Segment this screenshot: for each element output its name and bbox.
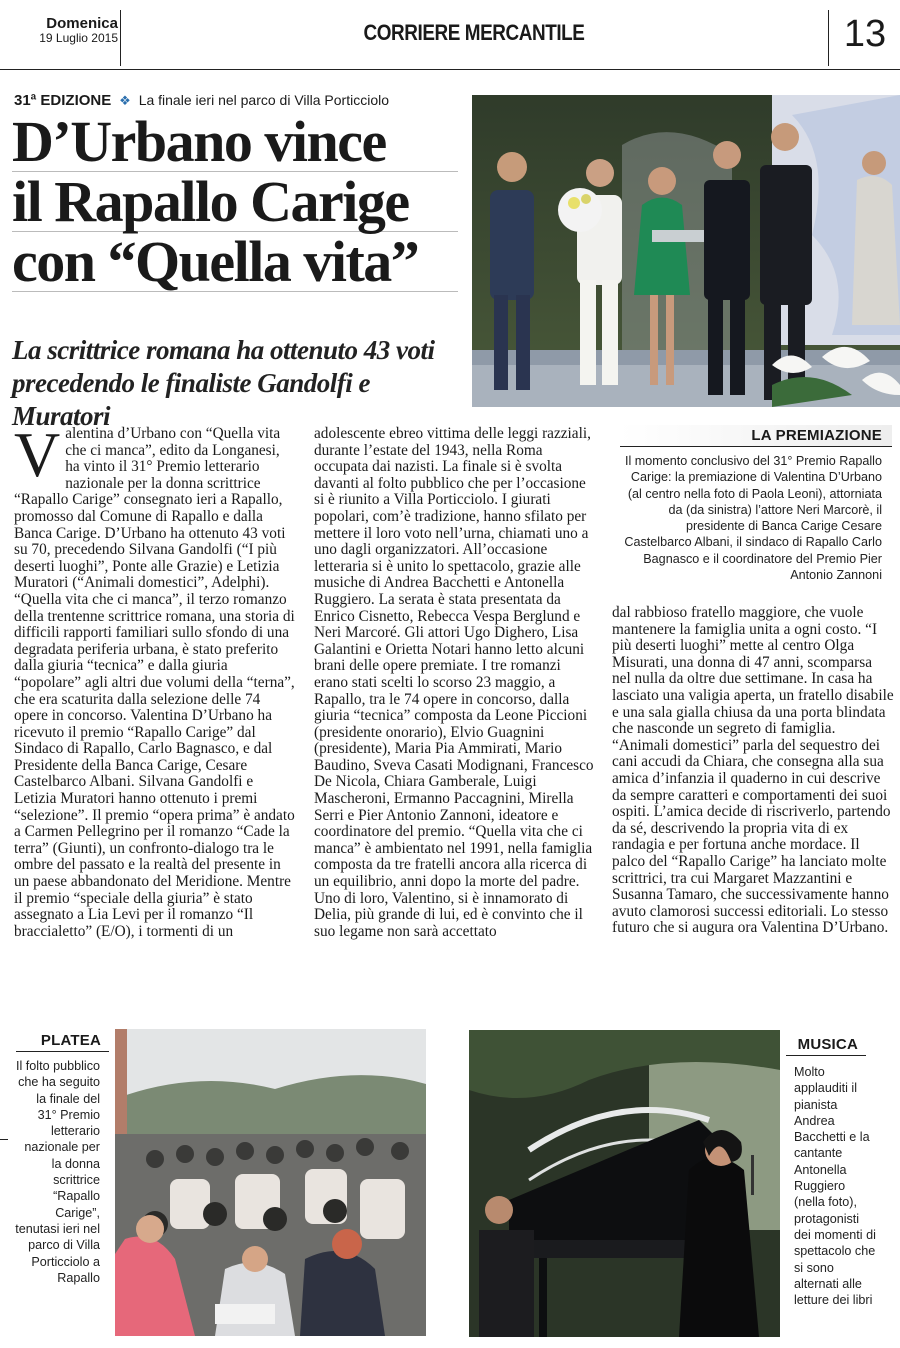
award-ceremony-photo [472, 95, 900, 407]
masthead-divider-right [828, 10, 829, 66]
issue-day: Domenica [46, 15, 118, 32]
diamond-bullet-icon: ❖ [119, 93, 131, 108]
concert-photo [469, 1030, 780, 1337]
page-number: 13 [843, 13, 887, 55]
issue-date [8, 16, 118, 44]
musica-caption: Molto applauditi il pianista Andrea Bacchetti e la cantante Antonella Ruggiero (nella foto), protagonisti dei momenti di spettacolo che si sono alternati alle letture dei libri [794, 1065, 876, 1308]
headline-line: D’Urbano vince [12, 112, 458, 172]
kicker-text: La finale ieri nel parco di Villa Porticciolo [138, 92, 390, 108]
headline [12, 109, 458, 294]
premiazione-label: LA PREMIAZIONE [620, 425, 892, 447]
masthead [0, 0, 900, 70]
kicker-edition: 31ª EDIZIONE [14, 92, 112, 109]
kicker [14, 92, 464, 109]
issue-full-date: 19 Luglio 2015 [39, 30, 118, 45]
margin-tick [0, 1139, 8, 1140]
article-column-2: adolescente ebreo vittima delle leggi razziali, durante l’estate del 1943, nella Roma occupata dai nazisti. La finale si è svolta davanti al folto pubblico che per l’occasione si è riunito a Villa Porticciolo. I giurati popolari, com’è tradizione, hanno sfilato per mettere il loro voto nell’urna, chiamati uno a uno dagli organizzatori. All’occasione letteraria si è unito lo spettacolo, grazie alle musiche di Andrea Bacchetti e Antonella Ruggiero. La serata è stata presentata da Enrico Cisnetto, Rebecca Vespa Berglund e Neri Marcoré. Gli attori Ugo Dighero, Lisa Galantini e Orietta Notari hanno letto alcuni brani delle opere premiate. I tre romanzi erano stati scelti lo scorso 23 maggio, a Rapallo, tra le 74 opere in concorso, dalla giuria “tecnica” composta da Leone Piccioni (presidente onorario), Elvio Guagnini (presidente), Maria Pia Ammirati, Mario Baudino, Sveva Casati Modignani, Francesco De Nicola, Chiara Gamberale, Luigi Mascheroni, Ermanno Paccagnini, Mirella Serri e Pier Antonio Zannoni, ideatore e coordinatore del premio. “Quella vita che ci manca” è ambientato nel 1991, nella famiglia composta da tre fratelli ancora alla ricerca di un equilibrio, anni dopo la morte del padre. Uno di loro, Valentino, si è innamorato di Delia, più grande di lui, ed è convinto che il suo legame non sarà accettato [314, 426, 594, 940]
subheadline: La scrittrice romana ha ottenuto 43 voti precedendo le finaliste Gandolfi e Muratori [12, 335, 435, 431]
article-column-1 [14, 426, 296, 1021]
article-text: alentina d’Urbano con “Quella vita che ci manca”, edito da Longanesi, ha vinto il 31° Premio letterario nazionale per la donna scrittrice “Rapallo Carige” consegnato ieri a Rapallo, promosso dal Comune di Rapallo e dalla Banca Carige. D’Urbano ha ottenuto 43 voti su 70, precedendo Silvana Gandolfi (“I più deserti luoghi”, Ponte alle Grazie) e Letizia Muratori (“Animali domestici”, Adelphi). “Quella vita che ci manca”, il terzo romanzo della trentenne scrittrice romana, una storia di difficili rapporti familiari sullo sfondo di una degradata periferia urbana, è stato preferito dalla giuria “tecnica” e dalla giuria “popolare” agli altri due volumi della “terna”, che era scaturita dalla selezione delle 74 opere in concorso. Valentina D’Urbano ha ricevuto il premio “Rapallo Carige” dal Sindaco di Rapallo, Carlo Bagnasco, e dal Presidente della Banca Carige, Cesare Castelbarco Albani. Silvana Gandolfi e Letizia Muratori hanno ottenuto i premi “selezione”. Il premio “opera prima” è andato a Carmen Pellegrino per il romanzo “Cade la terra” (Giunti), un confronto-dialogo tra le ombre del passato e la realtà del presente in un paese abbandonato del Meridione. Mentre il premio “speciale della giuria” è stato assegnato a Lia Levi per il romanzo “Il braccialetto” (E/O), i tormenti di un [14, 426, 295, 940]
platea-label: PLATEA [16, 1030, 109, 1052]
musica-label: MUSICA [786, 1034, 866, 1056]
drop-cap: V [14, 426, 61, 490]
article-column-3: dal rabbioso fratello maggiore, che vuole mantenere la famiglia unita a ogni costo. “I più deserti luoghi” mette al centro Olga Misurati, una donna di 47 anni, scomparsa nel nulla da oltre due settimane. In casa ha lasciato una valigia aperta, un fratello disabile e una sala gialla chiusa da una porta blindata che nasconde un segreto di famiglia. “Animali domestici” parla del sequestro dei cani accudi da Chiara, che consegna alla sua amica d’infanzia il quaderno in cui descrive da sempre caratteri e comportamenti dei suoi ospiti. L’amica decide di riscriverlo, partendo da sé, descrivendo la propria vita di ex randagia e per fortuna anche mordace. Il palco del “Rapallo Carige” ha lanciato molte scrittrici, tra cui Margaret Mazzantini e Susanna Tamaro, che successivamente hanno avuto clamorosi successi editoriali. Lo stesso futuro che si augura ora Valentina D’Urbano. [612, 605, 894, 937]
headline-line: con “Quella vita” [12, 232, 458, 292]
headline-line: il Rapallo Carige [12, 172, 458, 232]
newspaper-name: CORRIERE MERCANTILE [363, 20, 585, 45]
audience-photo [115, 1029, 426, 1336]
premiazione-caption: Il momento conclusivo del 31° Premio Rapallo Carige: la premiazione di Valentina D’Urbano (al centro nella foto di Paola Leoni), attorniata da (da sinistra) l’attore Neri Marcorè, il presidente di Banca Carige Cesare Castelbarco Albani, il sindaco di Rapallo Carlo Bagnasco e il coordinatore del Premio Pier Antonio Zannoni [624, 454, 882, 583]
masthead-divider-left [120, 10, 121, 66]
platea-caption: Il folto pubblico che ha seguito la finale del 31° Premio letterario nazionale per la donna scrittrice “Rapallo Carige”, tenutasi ieri nel parco di Villa Porticciolo a Rapallo [15, 1059, 100, 1285]
